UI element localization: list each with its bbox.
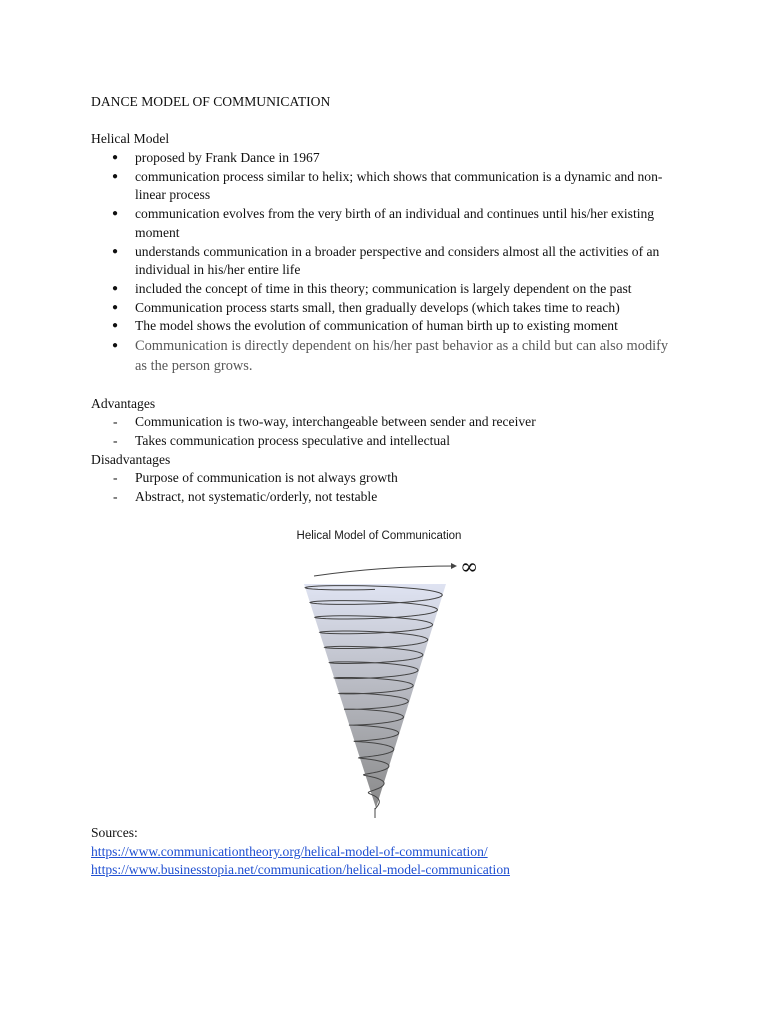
list-item (91, 413, 681, 432)
helix-arrow (314, 566, 456, 576)
bullet-dot-icon: ● (112, 208, 119, 220)
dash-marker: - (113, 470, 118, 485)
helical-model-heading: Helical Model (91, 131, 170, 146)
disadvantages-heading: Disadvantages (91, 452, 171, 467)
sources-label: Sources: (91, 825, 138, 840)
sources-section (91, 824, 510, 880)
bullet-dot-icon: ● (112, 170, 119, 182)
bullet-item (91, 149, 681, 168)
dash-marker: - (113, 432, 118, 448)
helical-model-bullet-list (91, 149, 681, 376)
infinity-icon: ∞ (460, 555, 479, 580)
advantage-text: Takes communication process speculative and intellectual (135, 432, 450, 448)
bullet-item (91, 336, 681, 376)
bullet-dot-icon: ● (112, 282, 119, 294)
bullet-text: Communication process starts small, then gradually develops (which takes time to reach) (135, 299, 620, 315)
bullet-dot-icon: ● (112, 320, 119, 332)
bullet-item (91, 243, 681, 280)
advantages-heading: Advantages (91, 396, 156, 411)
cone-shape (304, 584, 446, 808)
bullet-dot-icon: ● (112, 245, 119, 257)
disadvantages-list (91, 469, 681, 506)
disadvantage-text: Purpose of communication is not always growth (135, 470, 398, 485)
bullet-text: understands communication in a broader perspective and considers almost all the activities of an individual in his/her entire life (135, 243, 660, 278)
bullet-text: proposed by Frank Dance in 1967 (135, 150, 320, 165)
list-item (91, 488, 681, 507)
bullet-item (91, 168, 681, 205)
list-item (91, 432, 681, 451)
bullet-item (91, 317, 681, 336)
bullet-text: communication process similar to helix; which shows that communication is a dynamic and non-linear process (135, 168, 663, 203)
figure-title: Helical Model of Communication (296, 530, 462, 542)
list-item (91, 469, 681, 488)
source-link[interactable]: https://www.communicationtheory.org/helical-model-of-communication/ (91, 843, 488, 859)
helical-cone-diagram (284, 526, 484, 826)
disadvantage-text: Abstract, not systematic/orderly, not testable (135, 488, 378, 504)
advantages-list (91, 413, 681, 450)
bullet-text: Communication is directly dependent on his/her past behavior as a child but can also modify as the person grows. (135, 338, 669, 375)
helical-model-figure (284, 526, 484, 826)
dash-marker: - (113, 488, 118, 504)
bullet-text: The model shows the evolution of communication of human birth up to existing moment (135, 318, 618, 334)
bullet-text: included the concept of time in this theory; communication is largely dependent on the past (135, 280, 632, 296)
advantage-text: Communication is two-way, interchangeable between sender and receiver (135, 414, 536, 429)
dash-marker: - (113, 414, 118, 429)
bullet-item (91, 205, 681, 242)
document-title: DANCE MODEL OF COMMUNICATION (91, 94, 331, 109)
bullet-dot-icon: ● (112, 301, 119, 313)
bullet-dot-icon: ● (112, 152, 119, 163)
bullet-dot-icon: ● (112, 340, 119, 352)
bullet-text: communication evolves from the very birth of an individual and continues until his/her existing moment (135, 206, 655, 240)
bullet-item (91, 299, 681, 318)
bullet-item (91, 280, 681, 299)
source-link[interactable]: https://www.businesstopia.net/communication/helical-model-communication (91, 862, 510, 878)
